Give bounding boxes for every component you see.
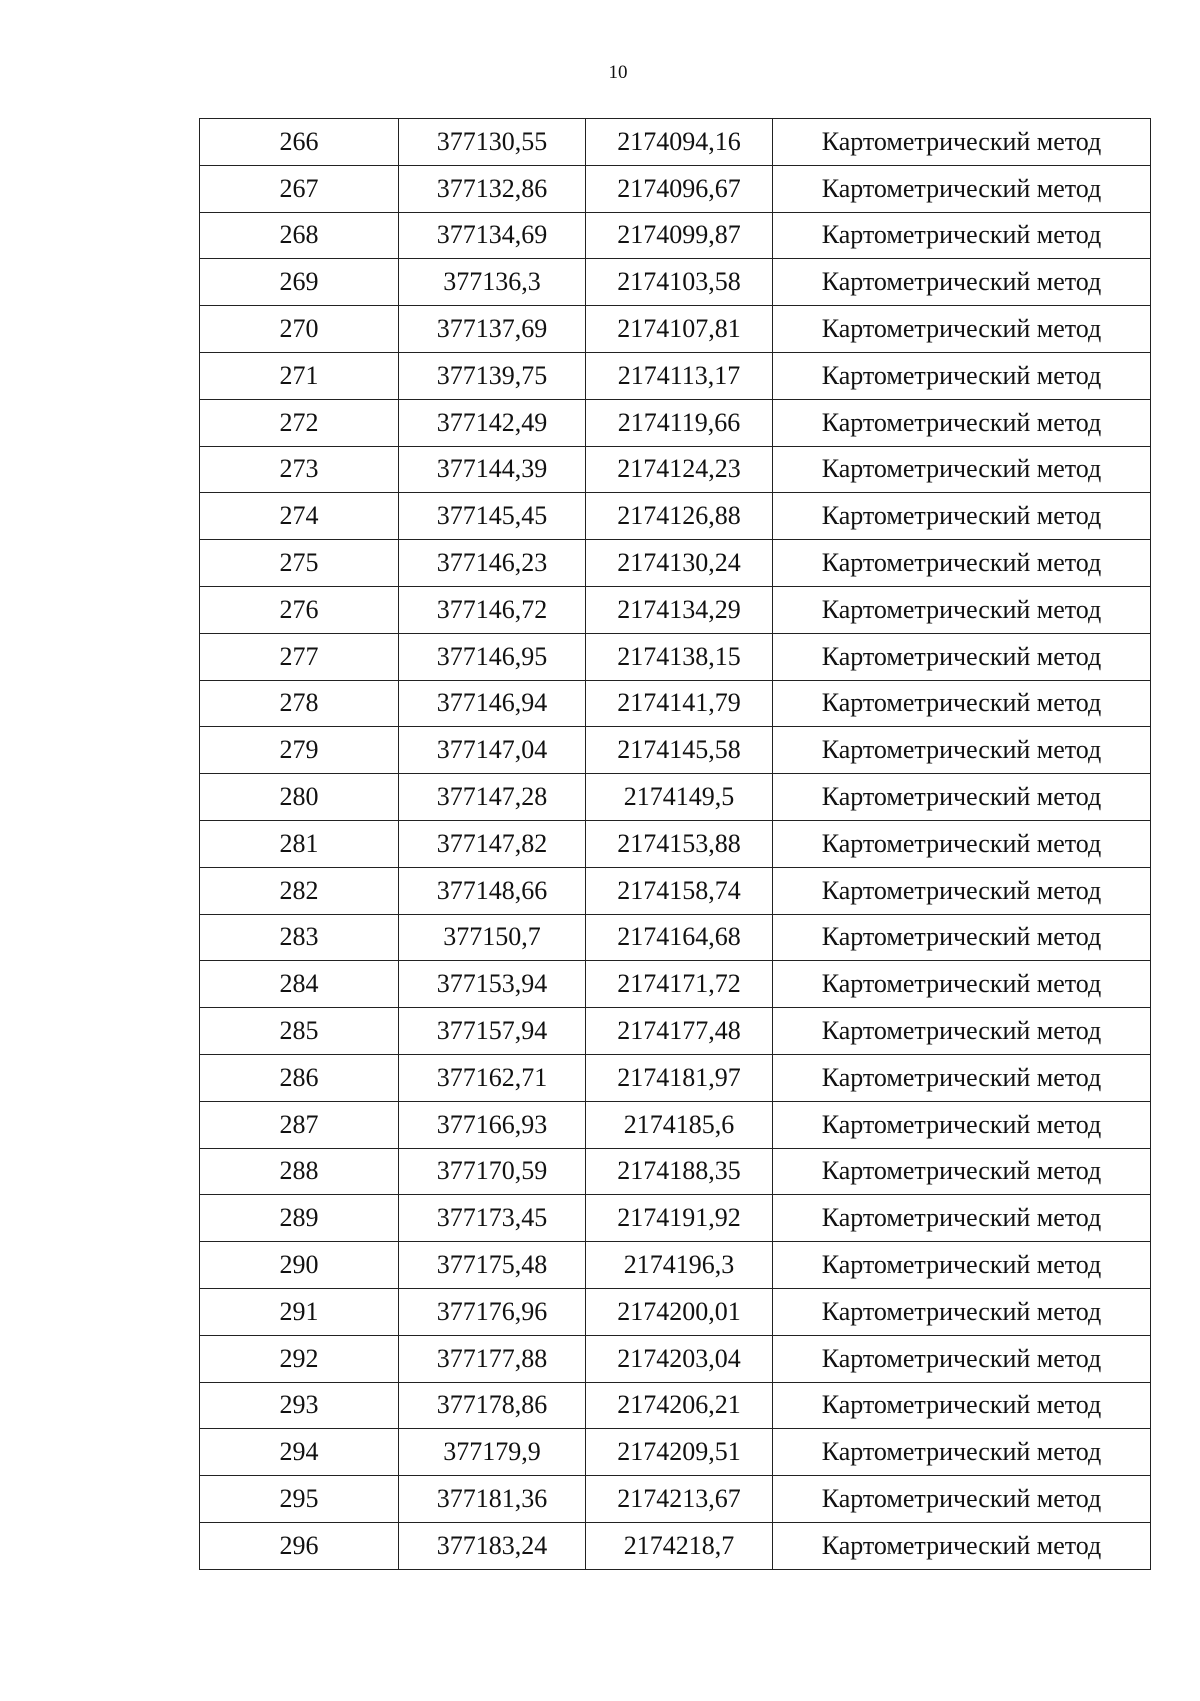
x-coordinate-cell: 377176,96 — [399, 1288, 586, 1335]
method-cell: Картометрический метод — [773, 1335, 1151, 1382]
table-row — [200, 1195, 1151, 1242]
method-cell: Картометрический метод — [773, 1242, 1151, 1289]
point-number-cell: 292 — [200, 1335, 399, 1382]
x-coordinate-cell: 377139,75 — [399, 352, 586, 399]
page-number: 10 — [608, 62, 628, 83]
method-cell: Картометрический метод — [773, 727, 1151, 774]
table-row — [200, 1054, 1151, 1101]
point-number-cell: 288 — [200, 1148, 399, 1195]
method-cell: Картометрический метод — [773, 259, 1151, 306]
point-number-cell: 284 — [200, 961, 399, 1008]
x-coordinate-cell: 377153,94 — [399, 961, 586, 1008]
method-cell: Картометрический метод — [773, 774, 1151, 821]
table-row — [200, 633, 1151, 680]
y-coordinate-cell: 2174218,7 — [586, 1522, 773, 1569]
x-coordinate-cell: 377178,86 — [399, 1382, 586, 1429]
point-number-cell: 282 — [200, 867, 399, 914]
x-coordinate-cell: 377147,28 — [399, 774, 586, 821]
y-coordinate-cell: 2174119,66 — [586, 399, 773, 446]
point-number-cell: 285 — [200, 1008, 399, 1055]
table-row — [200, 914, 1151, 961]
method-cell: Картометрический метод — [773, 165, 1151, 212]
point-number-cell: 289 — [200, 1195, 399, 1242]
x-coordinate-cell: 377144,39 — [399, 446, 586, 493]
point-number-cell: 272 — [200, 399, 399, 446]
method-cell: Картометрический метод — [773, 493, 1151, 540]
x-coordinate-cell: 377162,71 — [399, 1054, 586, 1101]
y-coordinate-cell: 2174203,04 — [586, 1335, 773, 1382]
y-coordinate-cell: 2174196,3 — [586, 1242, 773, 1289]
method-cell: Картометрический метод — [773, 961, 1151, 1008]
point-number-cell: 295 — [200, 1476, 399, 1523]
point-number-cell: 271 — [200, 352, 399, 399]
table-row — [200, 820, 1151, 867]
point-number-cell: 291 — [200, 1288, 399, 1335]
method-cell: Картометрический метод — [773, 306, 1151, 353]
y-coordinate-cell: 2174094,16 — [586, 119, 773, 166]
x-coordinate-cell: 377175,48 — [399, 1242, 586, 1289]
method-cell: Картометрический метод — [773, 1148, 1151, 1195]
x-coordinate-cell: 377146,94 — [399, 680, 586, 727]
x-coordinate-cell: 377146,72 — [399, 586, 586, 633]
x-coordinate-cell: 377142,49 — [399, 399, 586, 446]
y-coordinate-cell: 2174153,88 — [586, 820, 773, 867]
y-coordinate-cell: 2174134,29 — [586, 586, 773, 633]
y-coordinate-cell: 2174138,15 — [586, 633, 773, 680]
y-coordinate-cell: 2174096,67 — [586, 165, 773, 212]
table-row — [200, 774, 1151, 821]
table-row — [200, 1382, 1151, 1429]
x-coordinate-cell: 377177,88 — [399, 1335, 586, 1382]
table-row — [200, 1242, 1151, 1289]
y-coordinate-cell: 2174130,24 — [586, 540, 773, 587]
y-coordinate-cell: 2174213,67 — [586, 1476, 773, 1523]
point-number-cell: 294 — [200, 1429, 399, 1476]
coordinates-table-body — [200, 119, 1151, 1570]
x-coordinate-cell: 377137,69 — [399, 306, 586, 353]
point-number-cell: 269 — [200, 259, 399, 306]
method-cell: Картометрический метод — [773, 352, 1151, 399]
method-cell: Картометрический метод — [773, 1429, 1151, 1476]
y-coordinate-cell: 2174185,6 — [586, 1101, 773, 1148]
x-coordinate-cell: 377145,45 — [399, 493, 586, 540]
y-coordinate-cell: 2174124,23 — [586, 446, 773, 493]
table-row — [200, 212, 1151, 259]
point-number-cell: 275 — [200, 540, 399, 587]
method-cell: Картометрический метод — [773, 1288, 1151, 1335]
y-coordinate-cell: 2174164,68 — [586, 914, 773, 961]
table-row — [200, 259, 1151, 306]
x-coordinate-cell: 377148,66 — [399, 867, 586, 914]
y-coordinate-cell: 2174113,17 — [586, 352, 773, 399]
table-row — [200, 306, 1151, 353]
y-coordinate-cell: 2174209,51 — [586, 1429, 773, 1476]
x-coordinate-cell: 377130,55 — [399, 119, 586, 166]
point-number-cell: 266 — [200, 119, 399, 166]
table-row — [200, 1335, 1151, 1382]
coordinates-table — [199, 118, 1151, 1570]
point-number-cell: 290 — [200, 1242, 399, 1289]
table-row — [200, 961, 1151, 1008]
method-cell: Картометрический метод — [773, 1522, 1151, 1569]
point-number-cell: 278 — [200, 680, 399, 727]
y-coordinate-cell: 2174126,88 — [586, 493, 773, 540]
y-coordinate-cell: 2174188,35 — [586, 1148, 773, 1195]
point-number-cell: 287 — [200, 1101, 399, 1148]
x-coordinate-cell: 377179,9 — [399, 1429, 586, 1476]
table-row — [200, 165, 1151, 212]
y-coordinate-cell: 2174181,97 — [586, 1054, 773, 1101]
point-number-cell: 267 — [200, 165, 399, 212]
point-number-cell: 273 — [200, 446, 399, 493]
table-row — [200, 1288, 1151, 1335]
table-row — [200, 352, 1151, 399]
point-number-cell: 270 — [200, 306, 399, 353]
table-row — [200, 399, 1151, 446]
table-row — [200, 1148, 1151, 1195]
x-coordinate-cell: 377170,59 — [399, 1148, 586, 1195]
point-number-cell: 293 — [200, 1382, 399, 1429]
x-coordinate-cell: 377150,7 — [399, 914, 586, 961]
table-row — [200, 586, 1151, 633]
method-cell: Картометрический метод — [773, 1101, 1151, 1148]
method-cell: Картометрический метод — [773, 119, 1151, 166]
table-row — [200, 867, 1151, 914]
table-row — [200, 1101, 1151, 1148]
table-row — [200, 1008, 1151, 1055]
method-cell: Картометрический метод — [773, 820, 1151, 867]
point-number-cell: 280 — [200, 774, 399, 821]
x-coordinate-cell: 377166,93 — [399, 1101, 586, 1148]
x-coordinate-cell: 377146,23 — [399, 540, 586, 587]
method-cell: Картометрический метод — [773, 1195, 1151, 1242]
point-number-cell: 296 — [200, 1522, 399, 1569]
point-number-cell: 276 — [200, 586, 399, 633]
y-coordinate-cell: 2174177,48 — [586, 1008, 773, 1055]
y-coordinate-cell: 2174171,72 — [586, 961, 773, 1008]
table-row — [200, 119, 1151, 166]
y-coordinate-cell: 2174191,92 — [586, 1195, 773, 1242]
method-cell: Картометрический метод — [773, 633, 1151, 680]
point-number-cell: 283 — [200, 914, 399, 961]
table-row — [200, 540, 1151, 587]
method-cell: Картометрический метод — [773, 914, 1151, 961]
y-coordinate-cell: 2174107,81 — [586, 306, 773, 353]
point-number-cell: 279 — [200, 727, 399, 774]
method-cell: Картометрический метод — [773, 1008, 1151, 1055]
point-number-cell: 286 — [200, 1054, 399, 1101]
table-row — [200, 1476, 1151, 1523]
method-cell: Картометрический метод — [773, 1054, 1151, 1101]
point-number-cell: 274 — [200, 493, 399, 540]
x-coordinate-cell: 377183,24 — [399, 1522, 586, 1569]
method-cell: Картометрический метод — [773, 212, 1151, 259]
y-coordinate-cell: 2174145,58 — [586, 727, 773, 774]
y-coordinate-cell: 2174141,79 — [586, 680, 773, 727]
method-cell: Картометрический метод — [773, 399, 1151, 446]
point-number-cell: 281 — [200, 820, 399, 867]
table-row — [200, 493, 1151, 540]
method-cell: Картометрический метод — [773, 446, 1151, 493]
y-coordinate-cell: 2174158,74 — [586, 867, 773, 914]
x-coordinate-cell: 377146,95 — [399, 633, 586, 680]
x-coordinate-cell: 377173,45 — [399, 1195, 586, 1242]
table-row — [200, 1522, 1151, 1569]
y-coordinate-cell: 2174103,58 — [586, 259, 773, 306]
x-coordinate-cell: 377181,36 — [399, 1476, 586, 1523]
method-cell: Картометрический метод — [773, 1382, 1151, 1429]
x-coordinate-cell: 377147,04 — [399, 727, 586, 774]
x-coordinate-cell: 377147,82 — [399, 820, 586, 867]
table-row — [200, 680, 1151, 727]
table-row — [200, 1429, 1151, 1476]
x-coordinate-cell: 377132,86 — [399, 165, 586, 212]
method-cell: Картометрический метод — [773, 540, 1151, 587]
point-number-cell: 277 — [200, 633, 399, 680]
y-coordinate-cell: 2174206,21 — [586, 1382, 773, 1429]
method-cell: Картометрический метод — [773, 586, 1151, 633]
point-number-cell: 268 — [200, 212, 399, 259]
method-cell: Картометрический метод — [773, 680, 1151, 727]
x-coordinate-cell: 377136,3 — [399, 259, 586, 306]
method-cell: Картометрический метод — [773, 1476, 1151, 1523]
method-cell: Картометрический метод — [773, 867, 1151, 914]
table-row — [200, 727, 1151, 774]
x-coordinate-cell: 377134,69 — [399, 212, 586, 259]
y-coordinate-cell: 2174149,5 — [586, 774, 773, 821]
y-coordinate-cell: 2174099,87 — [586, 212, 773, 259]
y-coordinate-cell: 2174200,01 — [586, 1288, 773, 1335]
table-row — [200, 446, 1151, 493]
x-coordinate-cell: 377157,94 — [399, 1008, 586, 1055]
